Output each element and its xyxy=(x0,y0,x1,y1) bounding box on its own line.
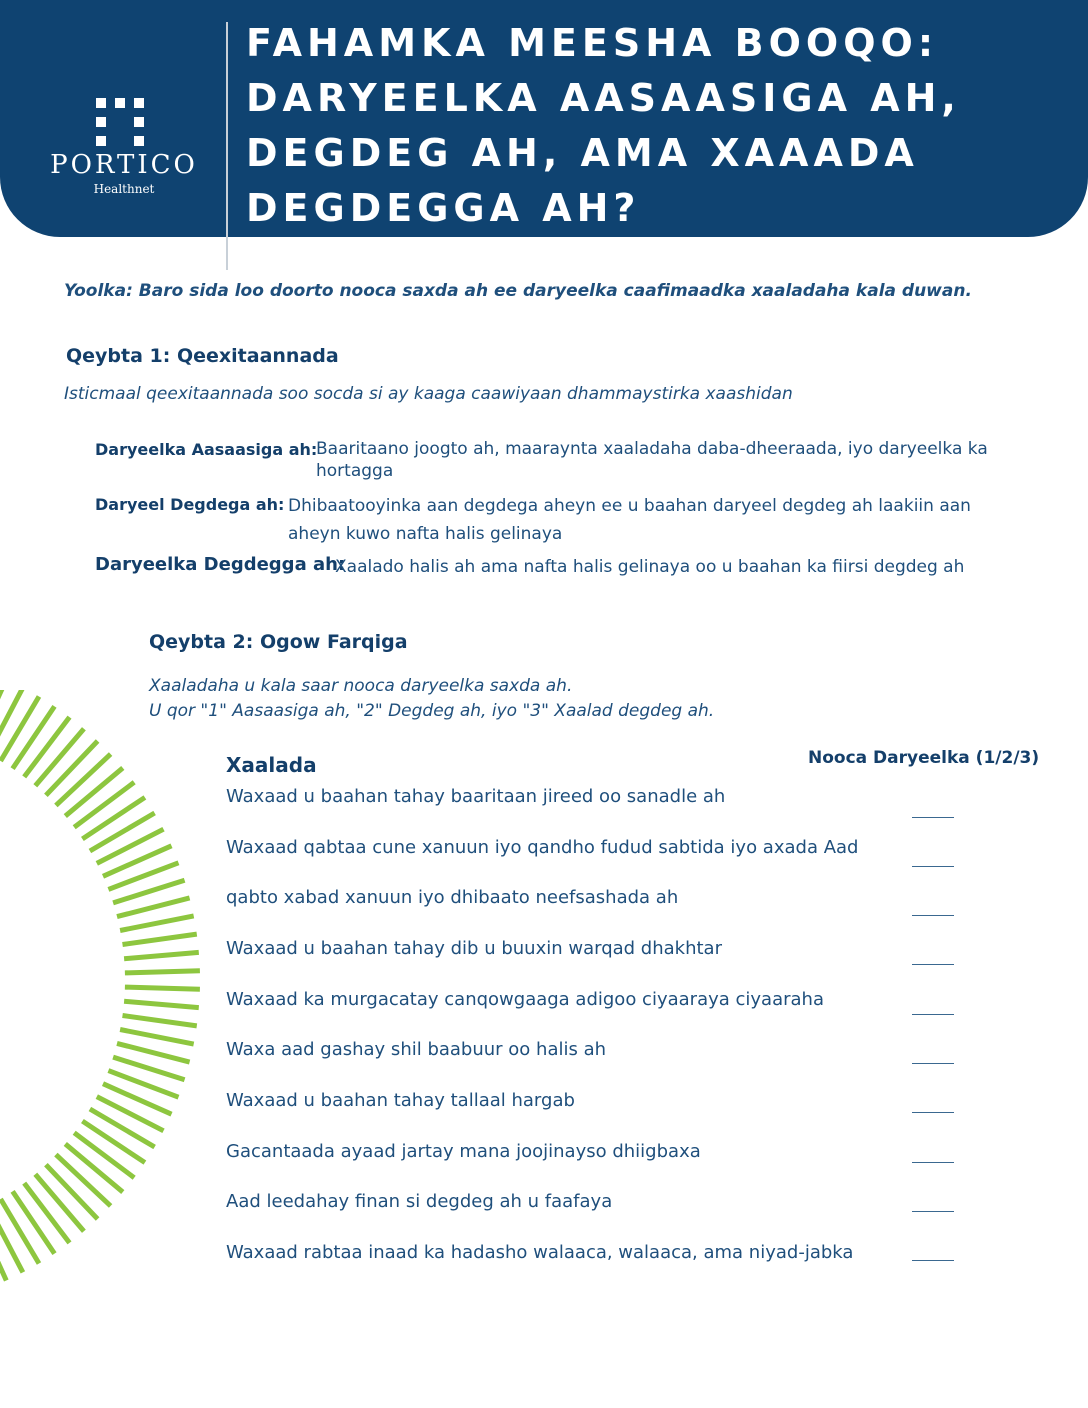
definition-term: Daryeel Degdega ah: xyxy=(95,495,285,514)
section2-heading: Qeybta 2: Ogow Farqiga xyxy=(149,631,408,653)
situation-row: Gacantaada ayaad jartay mana joojinayso dhiigbaxa xyxy=(226,1141,701,1162)
sunburst-ray xyxy=(1,697,39,762)
sunburst-ray xyxy=(97,1097,164,1131)
situation-row: Waxaad u baahan tahay tallaal hargab xyxy=(226,1090,575,1111)
sunburst-ray xyxy=(123,934,197,944)
sunburst-ray xyxy=(125,971,200,973)
title-line: DEGDEGGA AH? xyxy=(246,186,641,230)
definition-term: Daryeelka Degdegga ah: xyxy=(95,554,346,575)
title-line: DEGDEG AH, AMA XAAADA xyxy=(246,131,919,175)
sunburst-ray xyxy=(0,1212,6,1280)
situation-row: Waxaad u baahan tahay dib u buuxin warqad dhakhtar xyxy=(226,938,722,959)
definition-text: Dhibaatooyinka aan degdega aheyn ee u baahan daryeel degdeg ah laakiin aan aheyn kuwo nafta halis gelinaya xyxy=(288,496,971,544)
title-line: FAHAMKA MEESHA BOOQO: xyxy=(246,21,939,65)
column-header-situation: Xaalada xyxy=(226,753,317,777)
situation-row: Waxaad qabtaa cune xanuun iyo qandho fudud sabtida iyo axada Aad xyxy=(226,837,859,858)
answer-blank[interactable] xyxy=(912,964,954,965)
situation-row: qabto xabad xanuun iyo dhibaato neefsashada ah xyxy=(226,887,679,908)
definition-term: Daryeelka Aasaasiga ah: xyxy=(95,440,318,459)
situation-row: Aad leedahay finan si degdeg ah u faafaya xyxy=(226,1191,613,1212)
situation-row: Waxa aad gashay shil baabuur oo halis ah xyxy=(226,1039,607,1060)
sunburst-ray xyxy=(65,1144,123,1192)
sunburst-ray xyxy=(123,1016,197,1026)
title-line: DARYEELKA AASAASIGA AH, xyxy=(246,76,961,120)
brand-name: PORTICO xyxy=(50,150,198,180)
sunburst-ray xyxy=(124,952,199,958)
sunburst-ray xyxy=(74,782,134,827)
column-header-care-type: Nooca Daryeelka (1/2/3) xyxy=(808,748,1040,768)
answer-blank[interactable] xyxy=(912,817,954,818)
sunburst-ray xyxy=(82,797,144,839)
answer-blank[interactable] xyxy=(912,915,954,916)
brand-subtitle: Healthnet xyxy=(93,182,155,196)
sunburst-ray xyxy=(13,706,55,768)
section1-instruction: Isticmaal qeexitaannada soo socda si ay kaaga caawiyaan dhammaystirka xaashidan xyxy=(64,384,793,404)
portico-logo-icon xyxy=(96,98,144,146)
sunburst-ray xyxy=(65,768,123,816)
situation-row: Waxaad rabtaa inaad ka hadasho walaaca, walaaca, ama niyad-jabka xyxy=(226,1242,854,1263)
sunburst-ray xyxy=(97,829,164,863)
sunburst-ray xyxy=(1,1199,39,1264)
sunburst-decoration xyxy=(0,690,210,1320)
answer-blank[interactable] xyxy=(912,1162,954,1163)
situation-row: Waxaad u baahan tahay baaritaan jireed oo sanadle ah xyxy=(226,786,726,807)
section1-heading: Qeybta 1: Qeexitaannada xyxy=(66,345,339,367)
header-divider xyxy=(226,22,228,270)
sunburst-ray xyxy=(24,717,69,777)
sunburst-ray xyxy=(124,1001,199,1007)
definition-text: Xaalado halis ah ama nafta halis gelinaya oo u baahan ka fiirsi degdeg ah xyxy=(335,557,965,577)
sunburst-ray xyxy=(120,1030,194,1045)
sunburst-ray xyxy=(13,1191,55,1253)
sunburst-ray xyxy=(82,1121,144,1163)
answer-blank[interactable] xyxy=(912,1014,954,1015)
sunburst-ray xyxy=(35,1174,84,1231)
answer-blank[interactable] xyxy=(912,1063,954,1064)
sunburst-ray xyxy=(90,813,155,851)
answer-blank[interactable] xyxy=(912,1112,954,1113)
sunburst-ray xyxy=(120,916,194,931)
answer-blank[interactable] xyxy=(912,866,954,867)
page-title xyxy=(246,16,1066,236)
goal-statement: Yoolka: Baro sida loo doorto nooca saxda ah ee daryeelka caafimaadka xaaladaha kala duwan. xyxy=(64,281,972,301)
situation-row: Waxaad ka murgacatay canqowgaaga adigoo ciyaaraya ciyaaraha xyxy=(226,989,824,1010)
sunburst-ray xyxy=(90,1109,155,1147)
section2-instruction: U qor "1" Aasaasiga ah, "2" Degdeg ah, iyo "3" Xaalad degdeg ah. xyxy=(149,701,715,721)
sunburst-ray xyxy=(125,987,200,989)
answer-blank[interactable] xyxy=(912,1211,954,1212)
answer-blank[interactable] xyxy=(912,1260,954,1261)
sunburst-ray xyxy=(24,1183,69,1243)
sunburst-ray xyxy=(35,729,84,786)
section2-instruction: Xaaladaha u kala saar nooca daryeelka saxda ah. xyxy=(149,676,573,696)
sunburst-ray xyxy=(74,1133,134,1178)
definition-text: Baaritaano joogto ah, maaraynta xaaladaha daba-dheeraada, iyo daryeelka ka hortagga xyxy=(316,439,988,481)
